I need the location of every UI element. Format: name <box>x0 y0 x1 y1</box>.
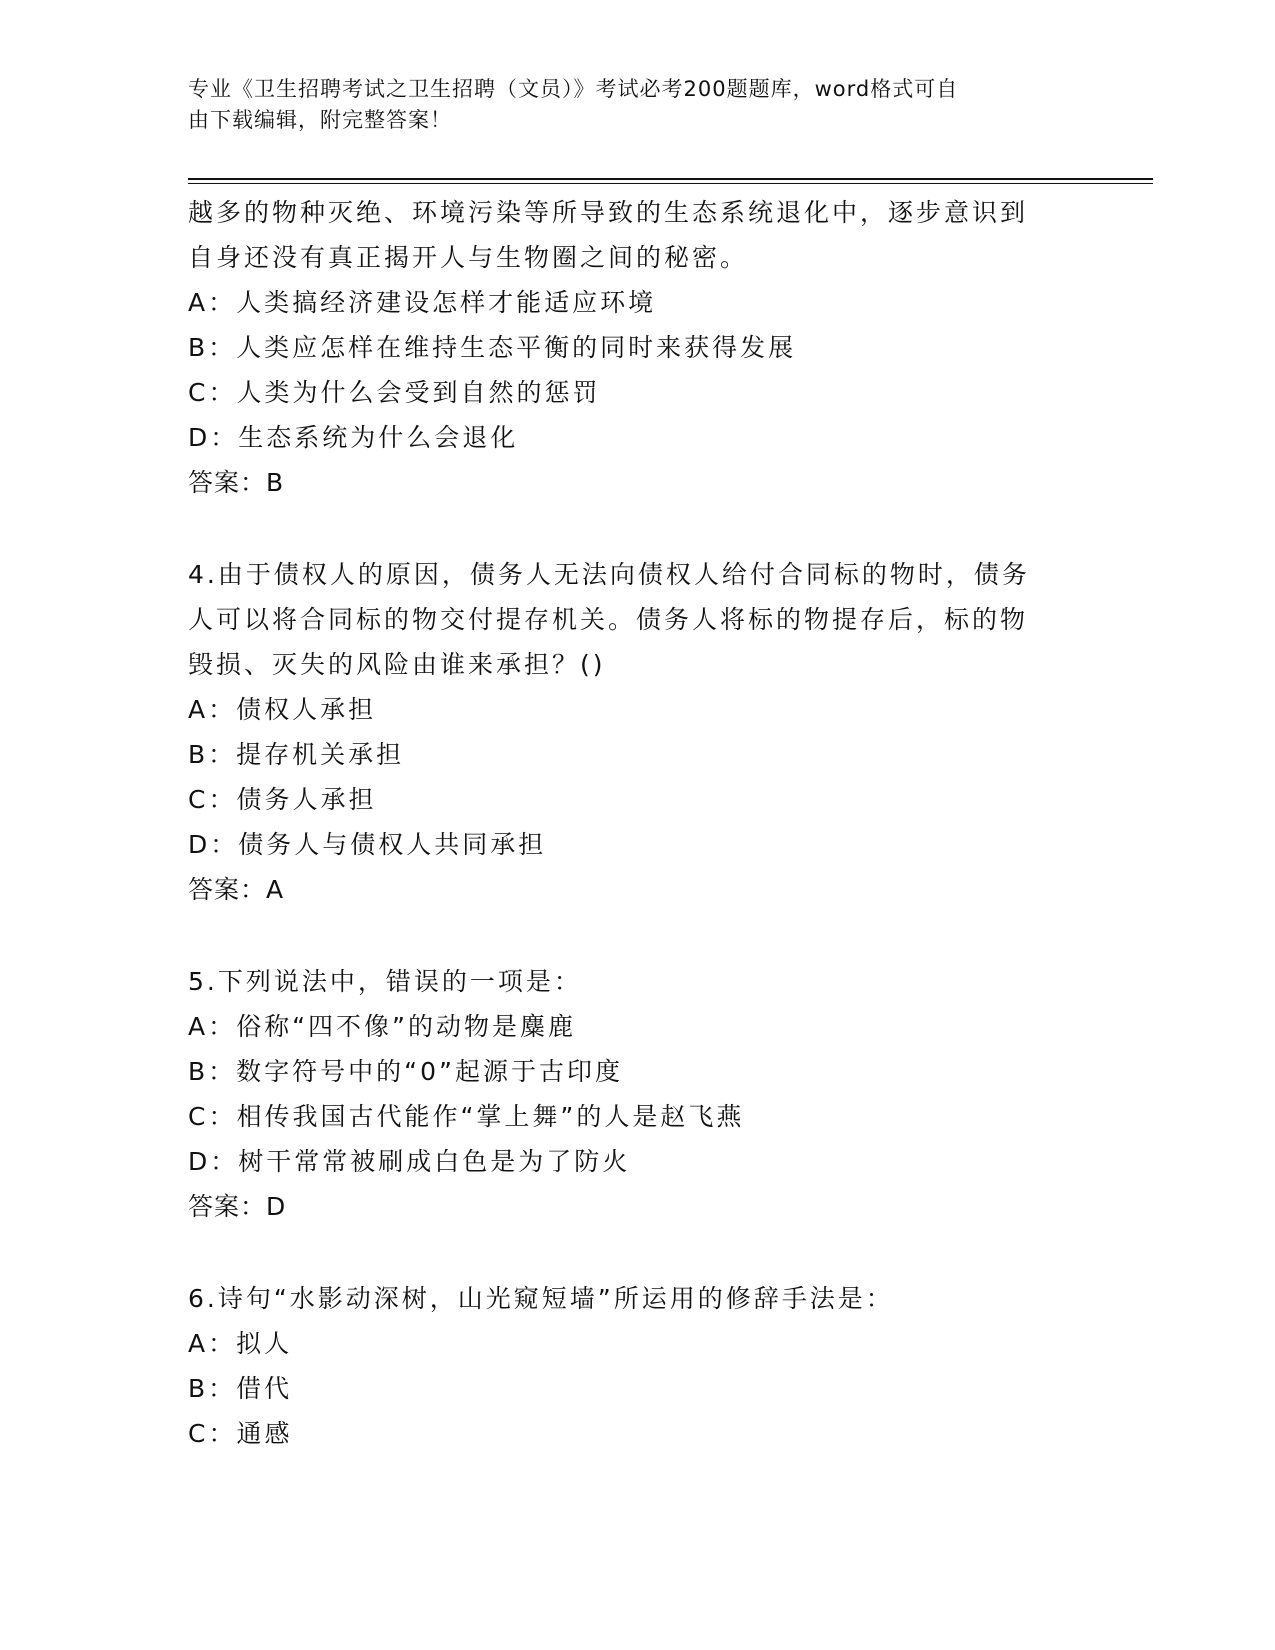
answer-line: 答案：B <box>188 468 285 497</box>
option-a: A：俗称“四不像”的动物是麋鹿 <box>188 1012 577 1041</box>
question-6 <box>188 1276 1068 1456</box>
document-header: 专业《卫生招聘考试之卫生招聘（文员）》考试必考200题题库，word格式可自 由下载编辑，附完整答案！ <box>188 77 959 132</box>
question-stem-line: 越多的物种灭绝、环境污染等所导致的生态系统退化中，逐步意识到 <box>188 198 1029 227</box>
question-4 <box>188 552 1068 912</box>
option-b: B：提存机关承担 <box>188 740 405 769</box>
answer-line: 答案：D <box>188 1192 287 1221</box>
option-d: D：树干常常被刷成白色是为了防火 <box>188 1147 631 1176</box>
option-a: A：拟人 <box>188 1329 293 1358</box>
question-stem-line: 人可以将合同标的物交付提存机关。债务人将标的物提存后，标的物 <box>188 605 1029 634</box>
question-stem-line: 6.诗句“水影动深树，山光窥短墙”所运用的修辞手法是： <box>188 1284 894 1313</box>
option-c: C：相传我国古代能作“掌上舞”的人是赵飞燕 <box>188 1102 745 1131</box>
question-stem-line: 4.由于债权人的原因，债务人无法向债权人给付合同标的物时，债务 <box>188 560 1030 589</box>
option-a: A：债权人承担 <box>188 695 377 724</box>
answer-line: 答案：A <box>188 875 285 904</box>
question-stem-line: 5.下列说法中，错误的一项是： <box>188 967 582 996</box>
option-b: B：人类应怎样在维持生态平衡的同时来获得发展 <box>188 333 797 362</box>
header-divider-thick <box>188 178 1153 180</box>
option-c: C：通感 <box>188 1419 293 1448</box>
option-c: C：债务人承担 <box>188 785 377 814</box>
header-divider-thin <box>188 183 1153 184</box>
option-c: C：人类为什么会受到自然的惩罚 <box>188 378 601 407</box>
question-list <box>188 190 1068 1456</box>
option-a: A：人类搞经济建设怎样才能适应环境 <box>188 288 657 317</box>
option-d: D：债务人与债权人共同承担 <box>188 830 547 859</box>
question-5 <box>188 959 1068 1229</box>
question-3-continued <box>188 190 1068 505</box>
option-b: B：数字符号中的“0”起源于古印度 <box>188 1057 623 1086</box>
option-b: B：借代 <box>188 1374 293 1403</box>
question-stem-line: 毁损、灭失的风险由谁来承担？() <box>188 650 606 679</box>
question-stem-line: 自身还没有真正揭开人与生物圈之间的秘密。 <box>188 243 749 272</box>
option-d: D：生态系统为什么会退化 <box>188 423 519 452</box>
